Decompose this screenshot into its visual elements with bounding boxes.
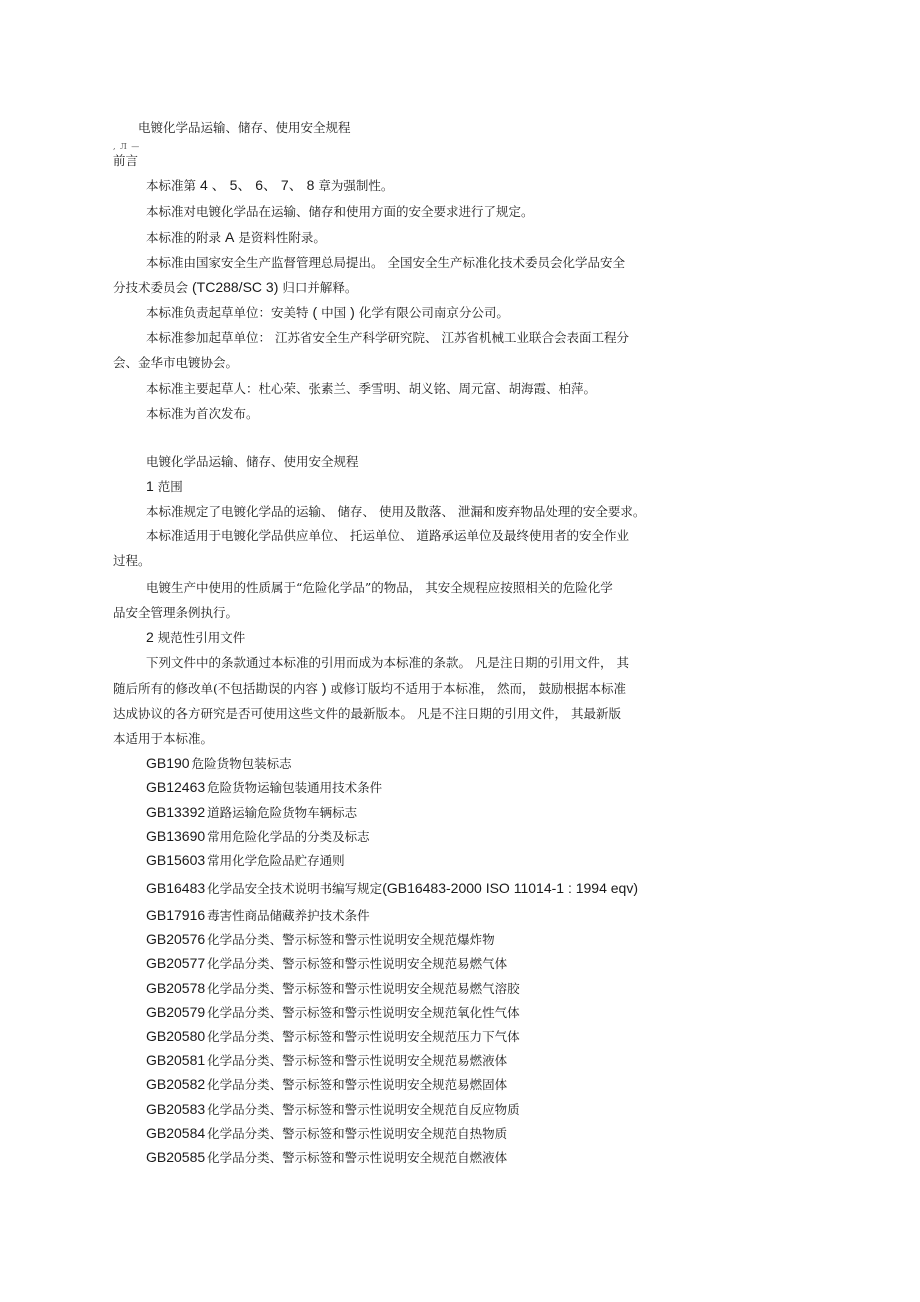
reference-code: GB20578 bbox=[146, 980, 206, 996]
reference-code: GB20577 bbox=[146, 955, 206, 971]
reference-title: 化学品分类、警示标签和警示性说明安全规范自反应物质 bbox=[207, 1102, 520, 1117]
reference-title: 常用化学危险品贮存通则 bbox=[207, 853, 345, 868]
section-2-title: 规范性引用文件 bbox=[157, 630, 246, 645]
reference-code: GB20576 bbox=[146, 931, 206, 947]
reference-title: 化学品分类、警示标签和警示性说明安全规范自热物质 bbox=[207, 1126, 508, 1141]
section-2-line-2-paren: ) bbox=[321, 680, 327, 696]
reference-item bbox=[146, 803, 357, 822]
reference-title: 危险货物运输包装通用技术条件 bbox=[207, 780, 383, 795]
reference-item bbox=[146, 906, 370, 925]
section-1-heading bbox=[146, 478, 183, 495]
reference-code: GB20579 bbox=[146, 1004, 206, 1020]
foreword-p5-prefix: 本标准负责起草单位：安美特 bbox=[146, 305, 309, 320]
section-2-paragraph-line-1: 下列文件中的条款通过本标准的引用而成为本标准的条款。 凡是注日期的引用文件， 其 bbox=[146, 655, 629, 670]
reference-item bbox=[146, 851, 345, 870]
foreword-paragraph-3 bbox=[146, 229, 326, 246]
foreword-heading: 前言 bbox=[113, 153, 139, 168]
section-1-paragraph-1: 本标准规定了电镀化学品的运输、 储存、 使用及散落、 泄漏和废弃物品处理的安全要求。 bbox=[146, 504, 646, 519]
foreword-p1-chapters: 4 、 5、 6、 7、 8 bbox=[200, 177, 315, 193]
foreword-paragraph-4-line-2 bbox=[113, 279, 357, 296]
reference-code: GB20583 bbox=[146, 1101, 206, 1117]
reference-title: 化学品分类、警示标签和警示性说明安全规范压力下气体 bbox=[207, 1029, 520, 1044]
reference-item bbox=[146, 1075, 507, 1094]
foreword-p3-prefix: 本标准的附录 bbox=[146, 230, 222, 245]
reference-title: 危险货物包装标志 bbox=[191, 756, 292, 771]
reference-code: GB190 bbox=[146, 755, 190, 771]
reference-item bbox=[146, 930, 495, 949]
section-2-heading bbox=[146, 629, 245, 646]
reference-item bbox=[146, 1124, 507, 1143]
reference-code: GB20580 bbox=[146, 1028, 206, 1044]
section-1-number: 1 bbox=[146, 478, 154, 494]
section-1-paragraph-3-line-1: 电镀生产中使用的性质属于“危险化学品”的物品， 其安全规程应按照相关的危险化学 bbox=[146, 580, 613, 595]
reference-title: 化学品分类、警示标签和警示性说明安全规范易燃固体 bbox=[207, 1077, 508, 1092]
reference-code: GB17916 bbox=[146, 907, 206, 923]
reference-item bbox=[146, 1003, 520, 1022]
reference-equivalence: (GB16483-2000 ISO 11014-1 : 1994 eqv) bbox=[382, 880, 638, 896]
foreword-p3-suffix: 是资料性附录。 bbox=[238, 230, 326, 245]
foreword-p4-committee-code: (TC288/SC 3) bbox=[192, 279, 279, 295]
reference-title: 常用危险化学品的分类及标志 bbox=[207, 829, 370, 844]
foreword-p1-suffix: 章为强制性。 bbox=[318, 178, 394, 193]
foreword-paragraph-8: 本标准为首次发布。 bbox=[146, 406, 259, 421]
reference-item bbox=[146, 1148, 507, 1167]
reference-title: 毒害性商品储藏养护技术条件 bbox=[207, 908, 370, 923]
reference-code: GB20581 bbox=[146, 1052, 206, 1068]
reference-code: GB16483 bbox=[146, 880, 206, 896]
reference-code: GB20585 bbox=[146, 1149, 206, 1165]
reference-title: 化学品安全技术说明书编写规定 bbox=[207, 881, 383, 896]
reference-item bbox=[146, 954, 507, 973]
foreword-p4-suffix: 归口并解释。 bbox=[282, 280, 358, 295]
body-title: 电镀化学品运输、储存、使用安全规程 bbox=[146, 454, 359, 469]
foreword-paragraph-1 bbox=[146, 177, 393, 194]
reference-item bbox=[146, 1027, 520, 1046]
reference-code: GB13690 bbox=[146, 828, 206, 844]
foreword-paragraph-6-line-1: 本标准参加起草单位： 江苏省安全生产科学研究院、 江苏省机械工业联合会表面工程分 bbox=[146, 330, 629, 345]
foreword-p5-paren-open: ( bbox=[312, 304, 318, 320]
foreword-p5-country: 中国 bbox=[321, 305, 347, 320]
reference-item bbox=[146, 879, 638, 898]
section-1-paragraph-2-line-1: 本标准适用于电镀化学品供应单位、 托运单位、 道路承运单位及最终使用者的安全作业 bbox=[146, 528, 629, 543]
reference-item bbox=[146, 827, 370, 846]
section-2-number: 2 bbox=[146, 629, 154, 645]
foreword-paragraph-5 bbox=[146, 304, 509, 321]
reference-title: 化学品分类、警示标签和警示性说明安全规范氧化性气体 bbox=[207, 1005, 520, 1020]
section-2-paragraph-line-4: 本适用于本标准。 bbox=[113, 731, 214, 746]
foreword-p5-paren-close: ) bbox=[350, 304, 355, 320]
reference-code: GB12463 bbox=[146, 779, 206, 795]
foreword-paragraph-7: 本标准主要起草人：杜心荣、张素兰、季雪明、胡义铭、周元富、胡海霞、柏萍。 bbox=[146, 381, 597, 396]
reference-title: 道路运输危险货物车辆标志 bbox=[207, 805, 358, 820]
section-2-line-2-part-a: 随后所有的修改单(不包括勘误的内容 bbox=[113, 681, 318, 696]
foreword-p4-committee: 分技术委员会 bbox=[113, 280, 189, 295]
section-2-line-2-part-b: 或修订版均不适用于本标准， 然而， 鼓励根据本标准 bbox=[330, 681, 626, 696]
document-header-mark: , Л — bbox=[113, 142, 141, 151]
section-1-title: 范围 bbox=[157, 479, 183, 494]
reference-title: 化学品分类、警示标签和警示性说明安全规范易燃液体 bbox=[207, 1053, 508, 1068]
reference-title: 化学品分类、警示标签和警示性说明安全规范易燃气体 bbox=[207, 956, 508, 971]
reference-title: 化学品分类、警示标签和警示性说明安全规范易燃气溶胶 bbox=[207, 981, 520, 996]
foreword-p5-suffix: 化学有限公司南京分公司。 bbox=[358, 305, 509, 320]
reference-code: GB20582 bbox=[146, 1076, 206, 1092]
section-2-paragraph-line-3: 达成协议的各方研究是否可使用这些文件的最新版本。 凡是不注日期的引用文件， 其最新版 bbox=[113, 706, 621, 721]
section-1-paragraph-2-line-2: 过程。 bbox=[113, 553, 151, 568]
reference-item bbox=[146, 1051, 507, 1070]
foreword-p3-annex-letter: A bbox=[225, 229, 235, 245]
reference-code: GB13392 bbox=[146, 804, 206, 820]
foreword-paragraph-4-line-1: 本标准由国家安全生产监督管理总局提出。 全国安全生产标准化技术委员会化学品安全 bbox=[146, 255, 625, 270]
foreword-p1-prefix: 本标准第 bbox=[146, 178, 197, 193]
reference-code: GB20584 bbox=[146, 1125, 206, 1141]
reference-code: GB15603 bbox=[146, 852, 206, 868]
reference-title: 化学品分类、警示标签和警示性说明安全规范爆炸物 bbox=[207, 932, 495, 947]
section-1-paragraph-3-line-2: 品安全管理条例执行。 bbox=[113, 605, 239, 620]
reference-title: 化学品分类、警示标签和警示性说明安全规范自燃液体 bbox=[207, 1150, 508, 1165]
reference-item bbox=[146, 979, 520, 998]
foreword-paragraph-6-line-2: 会、金华市电镀协会。 bbox=[113, 355, 239, 370]
reference-item bbox=[146, 754, 292, 773]
reference-item bbox=[146, 778, 382, 797]
reference-item bbox=[146, 1100, 520, 1119]
foreword-paragraph-2: 本标准对电镀化学品在运输、储存和使用方面的安全要求进行了规定。 bbox=[146, 204, 534, 219]
section-2-paragraph-line-2 bbox=[113, 680, 626, 697]
document-header-title: 电镀化学品运输、储存、使用安全规程 bbox=[138, 120, 351, 135]
